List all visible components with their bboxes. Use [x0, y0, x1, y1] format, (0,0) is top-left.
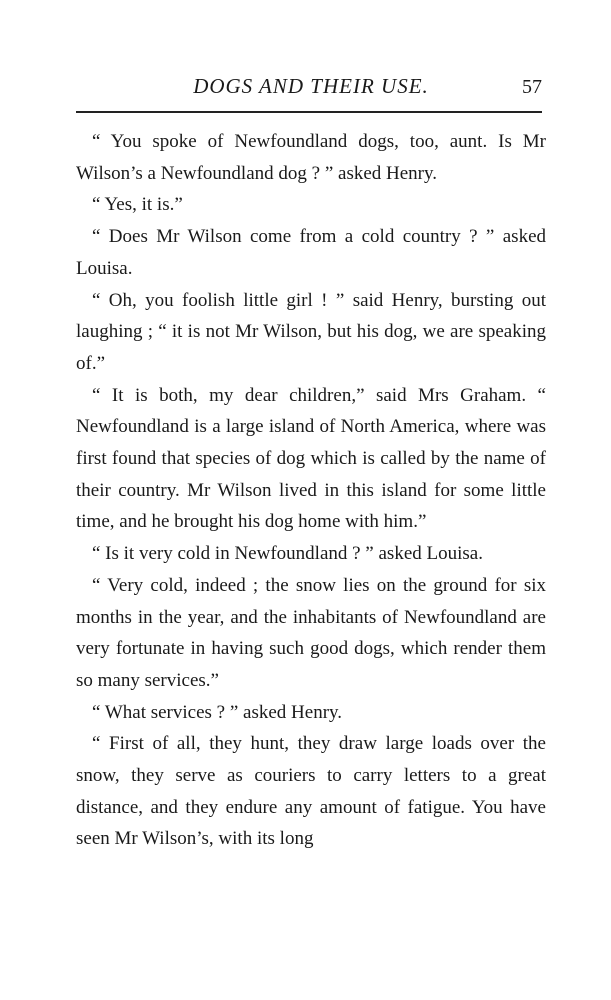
paragraph-9: “ First of all, they hunt, they draw large loads over the snow, they serve as couriers to carry letters to a great distance, and they endure any amount of fatigue. You have seen Mr Wilson’s, with its long — [76, 733, 546, 850]
paragraph-5: “ It is both, my dear children,” said Mrs Graham. “ Newfoundland is a large island of North America, where was first found that species of dog which is called by the name of their country. Mr Wilson lived in this island for some little time, and he brought his dog home with him.” — [76, 384, 546, 533]
page-number: 57 — [522, 76, 542, 98]
paragraph-3: “ Does Mr Wilson come from a cold country ? ” asked Louisa. — [76, 226, 546, 279]
paragraph-2: “ Yes, it is.” — [92, 194, 183, 216]
header-rule — [76, 111, 542, 113]
paragraph-8: “ What services ? ” asked Henry. — [92, 701, 343, 723]
paragraph-4: “ Oh, you foolish little girl ! ” said Henry, bursting out laughing ; “ it is not Mr Wilson, but his dog, we are speaking of.” — [76, 289, 546, 374]
paragraph-7: “ Very cold, indeed ; the snow lies on the ground for six months in the year, and the inhabitants of Newfoundland are very fortunate in having such good dogs, which render them so many services.” — [76, 574, 546, 691]
paragraph-1: “ You spoke of Newfoundland dogs, too, aunt. Is Mr Wilson’s a Newfoundland dog ? ” asked Henry. — [76, 131, 546, 184]
paragraph-6: “ Is it very cold in Newfoundland ? ” asked Louisa. — [92, 543, 483, 565]
running-head — [76, 70, 546, 104]
body-text — [76, 126, 546, 855]
running-head-title: DOGS AND THEIR USE. — [193, 74, 429, 98]
